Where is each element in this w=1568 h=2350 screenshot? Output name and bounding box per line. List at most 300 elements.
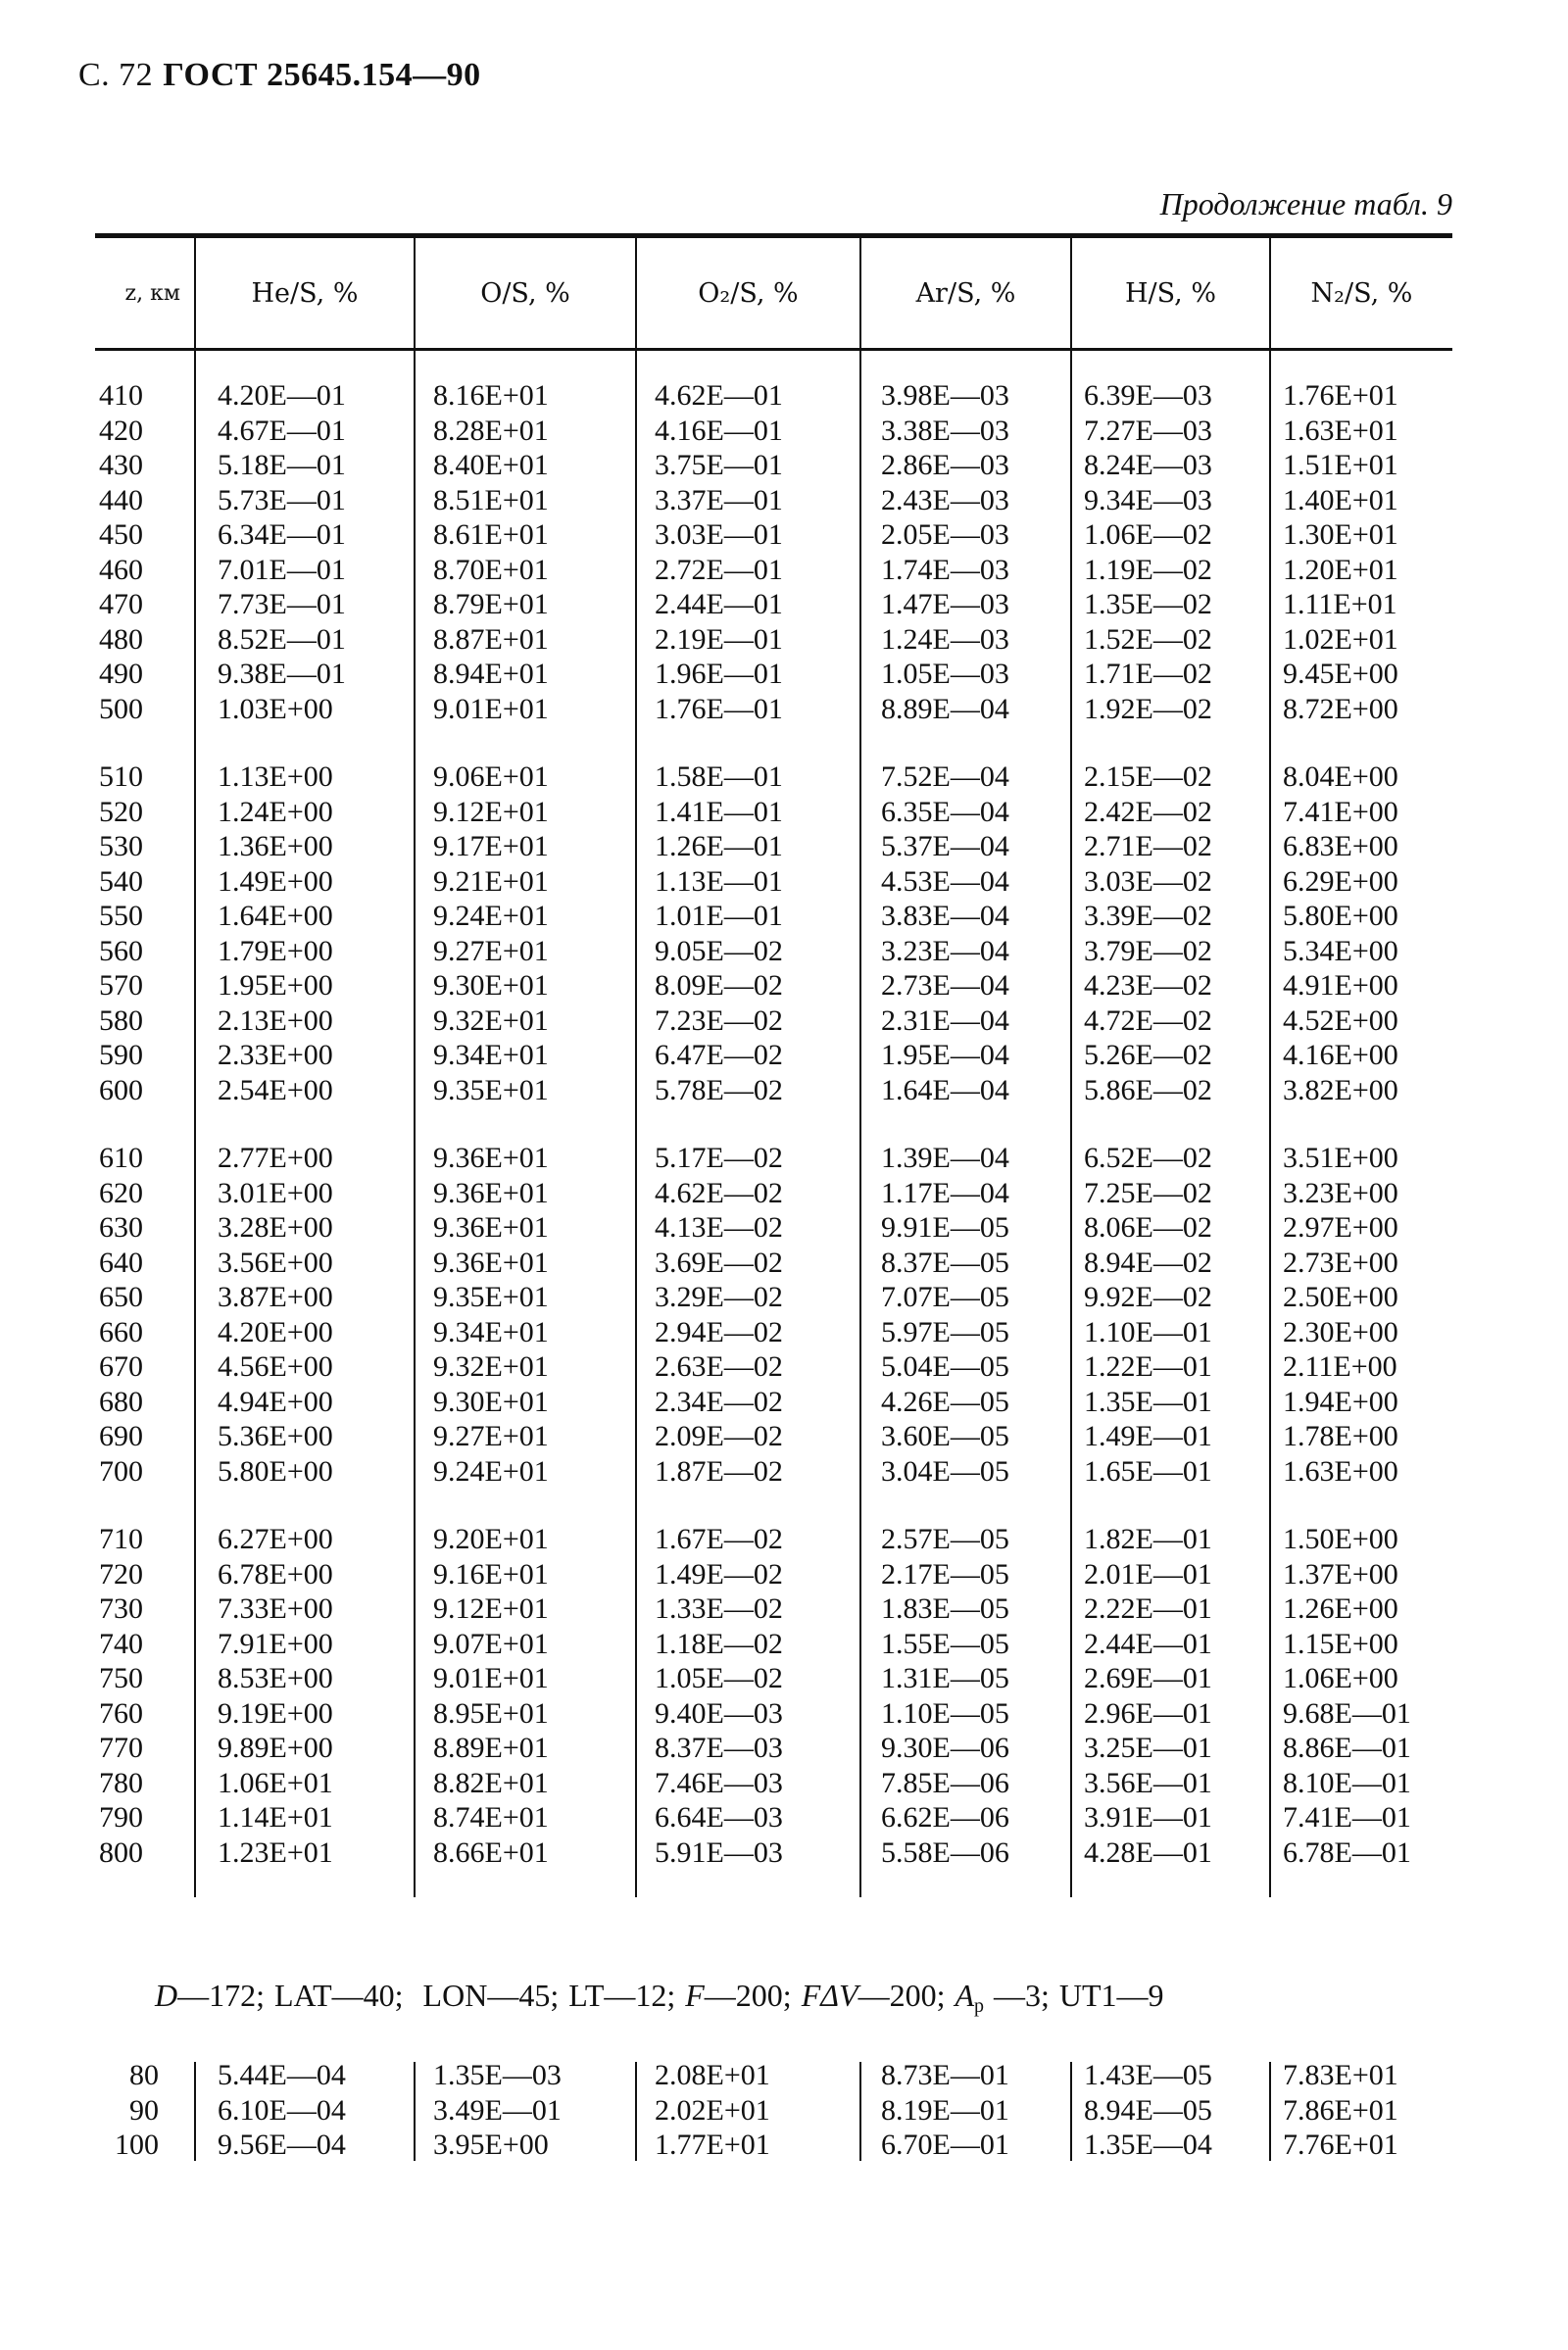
- cell-n2: 1.63E+00: [1283, 1454, 1398, 1488]
- cell-altitude: 540: [99, 864, 143, 898]
- cell-h: 5.86E—02: [1084, 1073, 1212, 1106]
- table-row: [95, 2128, 1452, 2163]
- cell-n2: 7.86E+01: [1283, 2093, 1398, 2127]
- param-fdv-value: —200;: [858, 1978, 946, 2013]
- table-row: [95, 1591, 1452, 1627]
- cell-ar: 2.43E—03: [881, 483, 1009, 516]
- table-row: [95, 1454, 1452, 1490]
- cell-altitude: 790: [99, 1801, 143, 1834]
- cell-h: 2.22E—01: [1084, 1592, 1212, 1625]
- page-number: С. 72: [78, 57, 154, 93]
- cell-he: 7.33E+00: [218, 1592, 333, 1625]
- table-row: [95, 1210, 1452, 1246]
- cell-he: 5.18E—01: [218, 449, 346, 481]
- cell-ar: 8.89E—04: [881, 692, 1009, 725]
- cell-n2: 8.10E—01: [1283, 1766, 1411, 1799]
- cell-he: 1.23E+01: [218, 1836, 333, 1869]
- cell-o2: 9.05E—02: [655, 934, 783, 967]
- cell-ar: 1.83E—05: [881, 1592, 1009, 1625]
- cell-ar: 3.98E—03: [881, 379, 1009, 412]
- cell-o2: 2.08E+01: [655, 2059, 770, 2091]
- table-row: [95, 553, 1452, 588]
- column-header-ar: Ar/S, %: [859, 238, 1070, 348]
- cell-n2: 1.11E+01: [1283, 588, 1397, 620]
- cell-h: 1.22E—01: [1084, 1350, 1212, 1383]
- cell-o2: 1.67E—02: [655, 1523, 783, 1555]
- cell-h: 4.28E—01: [1084, 1836, 1212, 1869]
- cell-n2: 1.20E+01: [1283, 553, 1398, 586]
- cell-n2: 6.29E+00: [1283, 864, 1398, 898]
- cell-n2: 1.50E+00: [1283, 1523, 1398, 1555]
- cell-ar: 5.97E—05: [881, 1315, 1009, 1348]
- cell-h: 7.27E—03: [1084, 414, 1212, 447]
- cell-ar: 2.17E—05: [881, 1557, 1009, 1591]
- table-row: [95, 1696, 1452, 1732]
- cell-h: 2.44E—01: [1084, 1627, 1212, 1660]
- cell-he: 7.91E+00: [218, 1627, 333, 1660]
- cell-ar: 3.04E—05: [881, 1454, 1009, 1488]
- cell-o2: 2.09E—02: [655, 1420, 783, 1452]
- cell-o2: 1.26E—01: [655, 830, 783, 862]
- cell-o: 9.36E+01: [433, 1246, 549, 1279]
- table-row: [95, 1246, 1452, 1281]
- cell-n2: 3.23E+00: [1283, 1176, 1398, 1209]
- cell-n2: 2.11E+00: [1283, 1350, 1397, 1383]
- table-row: [95, 483, 1452, 518]
- cell-ar: 5.37E—04: [881, 830, 1009, 862]
- cell-n2: 7.41E—01: [1283, 1801, 1411, 1834]
- table-row: [95, 1004, 1452, 1039]
- cell-ar: 1.39E—04: [881, 1142, 1009, 1174]
- cell-altitude: 520: [99, 795, 143, 828]
- cell-altitude: 720: [99, 1557, 143, 1591]
- table-body: [95, 351, 1452, 1870]
- cell-he: 9.89E+00: [218, 1732, 333, 1764]
- table-row: [95, 1627, 1452, 1662]
- cell-he: 2.33E+00: [218, 1039, 333, 1071]
- cell-n2: 2.50E+00: [1283, 1281, 1398, 1313]
- table-row: [95, 587, 1452, 622]
- cell-ar: 1.24E—03: [881, 622, 1009, 656]
- cell-o: 9.16E+01: [433, 1557, 549, 1591]
- cell-altitude: 550: [99, 900, 143, 932]
- cell-altitude: 630: [99, 1211, 143, 1244]
- table-row: [95, 934, 1452, 969]
- table-row: [95, 1141, 1452, 1176]
- cell-ar: 2.73E—04: [881, 969, 1009, 1002]
- cell-ar: 1.55E—05: [881, 1627, 1009, 1660]
- cell-he: 1.79E+00: [218, 934, 333, 967]
- cell-o: 9.35E+01: [433, 1281, 549, 1313]
- cell-o2: 2.19E—01: [655, 622, 783, 656]
- cell-n2: 4.16E+00: [1283, 1039, 1398, 1071]
- cell-ar: 2.05E—03: [881, 518, 1009, 551]
- cell-altitude: 750: [99, 1662, 143, 1694]
- cell-he: 1.36E+00: [218, 830, 333, 862]
- cell-o: 9.12E+01: [433, 795, 549, 828]
- cell-o2: 2.34E—02: [655, 1385, 783, 1418]
- param-lon: LON—45;: [422, 1978, 560, 2013]
- cell-altitude: 410: [99, 379, 143, 412]
- table-row-group: [95, 759, 1452, 1107]
- cell-n2: 1.26E+00: [1283, 1592, 1398, 1625]
- cell-ar: 1.17E—04: [881, 1176, 1009, 1209]
- cell-o: 8.61E+01: [433, 518, 549, 551]
- column-header-o: O/S, %: [414, 238, 635, 348]
- cell-altitude: 730: [99, 1592, 143, 1625]
- cell-o2: 2.72E—01: [655, 553, 783, 586]
- cell-n2: 4.91E+00: [1283, 969, 1398, 1002]
- cell-o: 9.34E+01: [433, 1039, 549, 1071]
- table-row: [95, 1280, 1452, 1315]
- cell-h: 1.52E—02: [1084, 622, 1212, 656]
- cell-o: 9.34E+01: [433, 1315, 549, 1348]
- cell-o2: 1.96E—01: [655, 658, 783, 690]
- cell-o2: 4.16E—01: [655, 414, 783, 447]
- cell-ar: 7.52E—04: [881, 760, 1009, 793]
- cell-he: 1.95E+00: [218, 969, 333, 1002]
- cell-altitude: 650: [99, 1281, 143, 1313]
- cell-ar: 1.74E—03: [881, 553, 1009, 586]
- cell-h: 1.65E—01: [1084, 1454, 1212, 1488]
- cell-o2: 1.18E—02: [655, 1627, 783, 1660]
- cell-he: 1.64E+00: [218, 900, 333, 932]
- cell-o2: 1.41E—01: [655, 795, 783, 828]
- cell-altitude: 440: [99, 483, 143, 516]
- table-row: [95, 692, 1452, 727]
- cell-o: 9.24E+01: [433, 900, 549, 932]
- cell-o2: 3.75E—01: [655, 449, 783, 481]
- model-parameters-line: [155, 1978, 1164, 2018]
- cell-he: 4.94E+00: [218, 1385, 333, 1418]
- cell-o: 3.95E+00: [433, 2129, 549, 2161]
- cell-ar: 1.31E—05: [881, 1662, 1009, 1694]
- cell-h: 8.94E—02: [1084, 1246, 1212, 1279]
- param-d-label: D: [155, 1978, 178, 2013]
- cell-he: 5.36E+00: [218, 1420, 333, 1452]
- table-row: [95, 1557, 1452, 1592]
- cell-o: 9.35E+01: [433, 1073, 549, 1106]
- param-ap-subscript: p: [974, 1995, 984, 2017]
- cell-n2: 8.04E+00: [1283, 760, 1398, 793]
- cell-he: 7.01E—01: [218, 553, 346, 586]
- cell-o2: 1.49E—02: [655, 1557, 783, 1591]
- cell-o: 8.94E+01: [433, 658, 549, 690]
- cell-o: 9.30E+01: [433, 969, 549, 1002]
- cell-he: 6.10E—04: [218, 2093, 346, 2127]
- table-row: [95, 2058, 1452, 2093]
- cell-n2: 7.76E+01: [1283, 2129, 1398, 2161]
- cell-altitude: 610: [99, 1142, 143, 1174]
- table-row: [95, 1349, 1452, 1385]
- cell-o2: 3.69E—02: [655, 1246, 783, 1279]
- cell-altitude: 590: [99, 1039, 143, 1071]
- cell-he: 9.19E+00: [218, 1696, 333, 1730]
- cell-he: 5.73E—01: [218, 483, 346, 516]
- cell-he: 1.14E+01: [218, 1801, 333, 1834]
- table-row: [95, 1661, 1452, 1696]
- cell-ar: 3.83E—04: [881, 900, 1009, 932]
- cell-h: 8.94E—05: [1084, 2093, 1212, 2127]
- cell-o: 8.79E+01: [433, 588, 549, 620]
- cell-altitude: 670: [99, 1350, 143, 1383]
- page-header: [78, 57, 481, 94]
- cell-n2: 2.97E+00: [1283, 1211, 1398, 1244]
- cell-h: 1.35E—01: [1084, 1385, 1212, 1418]
- cell-ar: 9.91E—05: [881, 1211, 1009, 1244]
- cell-he: 4.67E—01: [218, 414, 346, 447]
- cell-o: 9.07E+01: [433, 1627, 549, 1660]
- table-row: [95, 517, 1452, 553]
- cell-o2: 3.37E—01: [655, 483, 783, 516]
- cell-h: 1.35E—02: [1084, 588, 1212, 620]
- cell-ar: 5.58E—06: [881, 1836, 1009, 1869]
- cell-o: 8.66E+01: [433, 1836, 549, 1869]
- table-row: [95, 1073, 1452, 1108]
- cell-o: 9.36E+01: [433, 1176, 549, 1209]
- cell-o: 9.01E+01: [433, 692, 549, 725]
- cell-altitude: 490: [99, 658, 143, 690]
- table-row-group: [95, 1141, 1452, 1489]
- cell-ar: 8.73E—01: [881, 2059, 1009, 2091]
- cell-o: 9.30E+01: [433, 1385, 549, 1418]
- table-continuation-caption: Продолжение табл. 9: [1159, 186, 1452, 221]
- tail-table: [95, 2058, 1452, 2163]
- standard-number: ГОСТ 25645.154—90: [163, 57, 481, 93]
- cell-ar: 1.10E—05: [881, 1696, 1009, 1730]
- cell-h: 1.19E—02: [1084, 553, 1212, 586]
- cell-n2: 1.76E+01: [1283, 379, 1398, 412]
- cell-he: 3.56E+00: [218, 1246, 333, 1279]
- cell-o: 8.82E+01: [433, 1766, 549, 1799]
- cell-o: 9.27E+01: [433, 934, 549, 967]
- cell-h: 4.23E—02: [1084, 969, 1212, 1002]
- cell-h: 9.92E—02: [1084, 1281, 1212, 1313]
- table-row: [95, 657, 1452, 692]
- cell-h: 1.71E—02: [1084, 658, 1212, 690]
- cell-o: 9.21E+01: [433, 864, 549, 898]
- cell-h: 9.34E—03: [1084, 483, 1212, 516]
- cell-o2: 6.47E—02: [655, 1039, 783, 1071]
- cell-altitude: 90: [129, 2093, 159, 2127]
- cell-ar: 7.85E—06: [881, 1766, 1009, 1799]
- cell-altitude: 620: [99, 1176, 143, 1209]
- cell-o: 9.27E+01: [433, 1420, 549, 1452]
- cell-altitude: 740: [99, 1627, 143, 1660]
- table-row: [95, 829, 1452, 864]
- cell-o2: 1.87E—02: [655, 1454, 783, 1488]
- cell-altitude: 450: [99, 518, 143, 551]
- cell-o: 9.32E+01: [433, 1350, 549, 1383]
- cell-he: 1.24E+00: [218, 795, 333, 828]
- cell-ar: 4.53E—04: [881, 864, 1009, 898]
- cell-h: 3.56E—01: [1084, 1766, 1212, 1799]
- cell-ar: 2.86E—03: [881, 449, 1009, 481]
- cell-altitude: 460: [99, 553, 143, 586]
- cell-ar: 1.64E—04: [881, 1073, 1009, 1106]
- cell-he: 4.20E+00: [218, 1315, 333, 1348]
- param-ap-value: —3;: [994, 1978, 1050, 2013]
- cell-altitude: 100: [115, 2129, 159, 2161]
- table-row: [95, 968, 1452, 1004]
- table-row: [95, 378, 1452, 414]
- cell-ar: 9.30E—06: [881, 1732, 1009, 1764]
- cell-h: 2.69E—01: [1084, 1662, 1212, 1694]
- table-row: [95, 1731, 1452, 1766]
- cell-altitude: 430: [99, 449, 143, 481]
- cell-ar: 1.47E—03: [881, 588, 1009, 620]
- cell-o2: 3.03E—01: [655, 518, 783, 551]
- table-row: [95, 622, 1452, 658]
- cell-he: 5.80E+00: [218, 1454, 333, 1488]
- table-row: [95, 414, 1452, 449]
- cell-n2: 6.83E+00: [1283, 830, 1398, 862]
- cell-h: 6.52E—02: [1084, 1142, 1212, 1174]
- table-row: [95, 448, 1452, 483]
- cell-he: 3.87E+00: [218, 1281, 333, 1313]
- cell-altitude: 470: [99, 588, 143, 620]
- table-row: [95, 1419, 1452, 1454]
- cell-he: 6.34E—01: [218, 518, 346, 551]
- data-table: [95, 233, 1452, 1870]
- cell-ar: 3.60E—05: [881, 1420, 1009, 1452]
- cell-h: 1.49E—01: [1084, 1420, 1212, 1452]
- table-row: [95, 1038, 1452, 1073]
- cell-o2: 8.09E—02: [655, 969, 783, 1002]
- cell-o: 9.24E+01: [433, 1454, 549, 1488]
- cell-ar: 2.57E—05: [881, 1523, 1009, 1555]
- cell-altitude: 800: [99, 1836, 143, 1869]
- table-row: [95, 1800, 1452, 1836]
- cell-altitude: 700: [99, 1454, 143, 1488]
- cell-o2: 1.77E+01: [655, 2129, 770, 2161]
- cell-o2: 6.64E—03: [655, 1801, 783, 1834]
- cell-altitude: 480: [99, 622, 143, 656]
- cell-o2: 9.40E—03: [655, 1696, 783, 1730]
- cell-o2: 2.94E—02: [655, 1315, 783, 1348]
- cell-altitude: 80: [129, 2059, 159, 2091]
- cell-n2: 1.02E+01: [1283, 622, 1398, 656]
- cell-n2: 7.41E+00: [1283, 795, 1398, 828]
- cell-he: 1.03E+00: [218, 692, 333, 725]
- cell-o: 9.06E+01: [433, 760, 549, 793]
- param-lt: LT—12;: [568, 1978, 676, 2013]
- cell-n2: 1.94E+00: [1283, 1385, 1398, 1418]
- cell-n2: 9.45E+00: [1283, 658, 1398, 690]
- param-f-label: F: [685, 1978, 705, 2013]
- cell-ar: 5.04E—05: [881, 1350, 1009, 1383]
- cell-ar: 6.35E—04: [881, 795, 1009, 828]
- cell-o2: 5.78E—02: [655, 1073, 783, 1106]
- cell-h: 2.15E—02: [1084, 760, 1212, 793]
- cell-he: 1.13E+00: [218, 760, 333, 793]
- cell-h: 7.25E—02: [1084, 1176, 1212, 1209]
- cell-o2: 1.33E—02: [655, 1592, 783, 1625]
- cell-o2: 1.01E—01: [655, 900, 783, 932]
- cell-o2: 8.37E—03: [655, 1732, 783, 1764]
- cell-o: 8.95E+01: [433, 1696, 549, 1730]
- cell-altitude: 660: [99, 1315, 143, 1348]
- cell-n2: 3.82E+00: [1283, 1073, 1398, 1106]
- cell-altitude: 690: [99, 1420, 143, 1452]
- cell-o2: 4.62E—01: [655, 379, 783, 412]
- cell-n2: 8.72E+00: [1283, 692, 1398, 725]
- cell-h: 2.71E—02: [1084, 830, 1212, 862]
- column-header-he: He/S, %: [194, 238, 414, 348]
- cell-h: 8.06E—02: [1084, 1211, 1212, 1244]
- cell-o: 8.28E+01: [433, 414, 549, 447]
- cell-altitude: 780: [99, 1766, 143, 1799]
- table-row: [95, 1522, 1452, 1557]
- cell-he: 5.44E—04: [218, 2059, 346, 2091]
- cell-ar: 2.31E—04: [881, 1004, 1009, 1037]
- cell-n2: 1.06E+00: [1283, 1662, 1398, 1694]
- cell-h: 2.42E—02: [1084, 795, 1212, 828]
- cell-altitude: 600: [99, 1073, 143, 1106]
- cell-h: 8.24E—03: [1084, 449, 1212, 481]
- cell-ar: 1.95E—04: [881, 1039, 1009, 1071]
- cell-h: 3.25E—01: [1084, 1732, 1212, 1764]
- cell-n2: 3.51E+00: [1283, 1142, 1398, 1174]
- cell-ar: 6.70E—01: [881, 2129, 1009, 2161]
- table-row: [95, 759, 1452, 795]
- cell-o: 9.12E+01: [433, 1592, 549, 1625]
- cell-n2: 1.15E+00: [1283, 1627, 1398, 1660]
- cell-n2: 5.80E+00: [1283, 900, 1398, 932]
- cell-he: 2.13E+00: [218, 1004, 333, 1037]
- column-header-h: H/S, %: [1070, 238, 1269, 348]
- param-fdv-label: FΔV: [801, 1978, 858, 2013]
- cell-o: 9.20E+01: [433, 1523, 549, 1555]
- cell-altitude: 640: [99, 1246, 143, 1279]
- cell-he: 1.49E+00: [218, 864, 333, 898]
- cell-o2: 1.76E—01: [655, 692, 783, 725]
- cell-o2: 7.46E—03: [655, 1766, 783, 1799]
- cell-o: 9.17E+01: [433, 830, 549, 862]
- param-ut: UT1—9: [1058, 1978, 1164, 2013]
- cell-he: 3.01E+00: [218, 1176, 333, 1209]
- cell-n2: 1.51E+01: [1283, 449, 1398, 481]
- cell-ar: 6.62E—06: [881, 1801, 1009, 1834]
- column-header-altitude: z, км: [124, 280, 180, 306]
- cell-h: 1.43E—05: [1084, 2059, 1212, 2091]
- table-row: [95, 2093, 1452, 2129]
- cell-n2: 1.78E+00: [1283, 1420, 1398, 1452]
- table-row: [95, 899, 1452, 934]
- cell-o: 1.35E—03: [433, 2059, 562, 2091]
- cell-ar: 4.26E—05: [881, 1385, 1009, 1418]
- cell-ar: 8.19E—01: [881, 2093, 1009, 2127]
- cell-o: 8.51E+01: [433, 483, 549, 516]
- cell-n2: 1.37E+00: [1283, 1557, 1398, 1591]
- cell-o: 9.01E+01: [433, 1662, 549, 1694]
- cell-ar: 3.23E—04: [881, 934, 1009, 967]
- cell-n2: 1.40E+01: [1283, 483, 1398, 516]
- cell-o: 9.32E+01: [433, 1004, 549, 1037]
- cell-altitude: 530: [99, 830, 143, 862]
- table-row: [95, 1315, 1452, 1350]
- cell-o2: 1.58E—01: [655, 760, 783, 793]
- cell-o: 9.36E+01: [433, 1211, 549, 1244]
- cell-o: 8.40E+01: [433, 449, 549, 481]
- cell-h: 1.06E—02: [1084, 518, 1212, 551]
- cell-he: 4.20E—01: [218, 379, 346, 412]
- table-row: [95, 795, 1452, 830]
- cell-altitude: 770: [99, 1732, 143, 1764]
- cell-n2: 5.34E+00: [1283, 934, 1398, 967]
- cell-o2: 4.13E—02: [655, 1211, 783, 1244]
- cell-n2: 6.78E—01: [1283, 1836, 1411, 1869]
